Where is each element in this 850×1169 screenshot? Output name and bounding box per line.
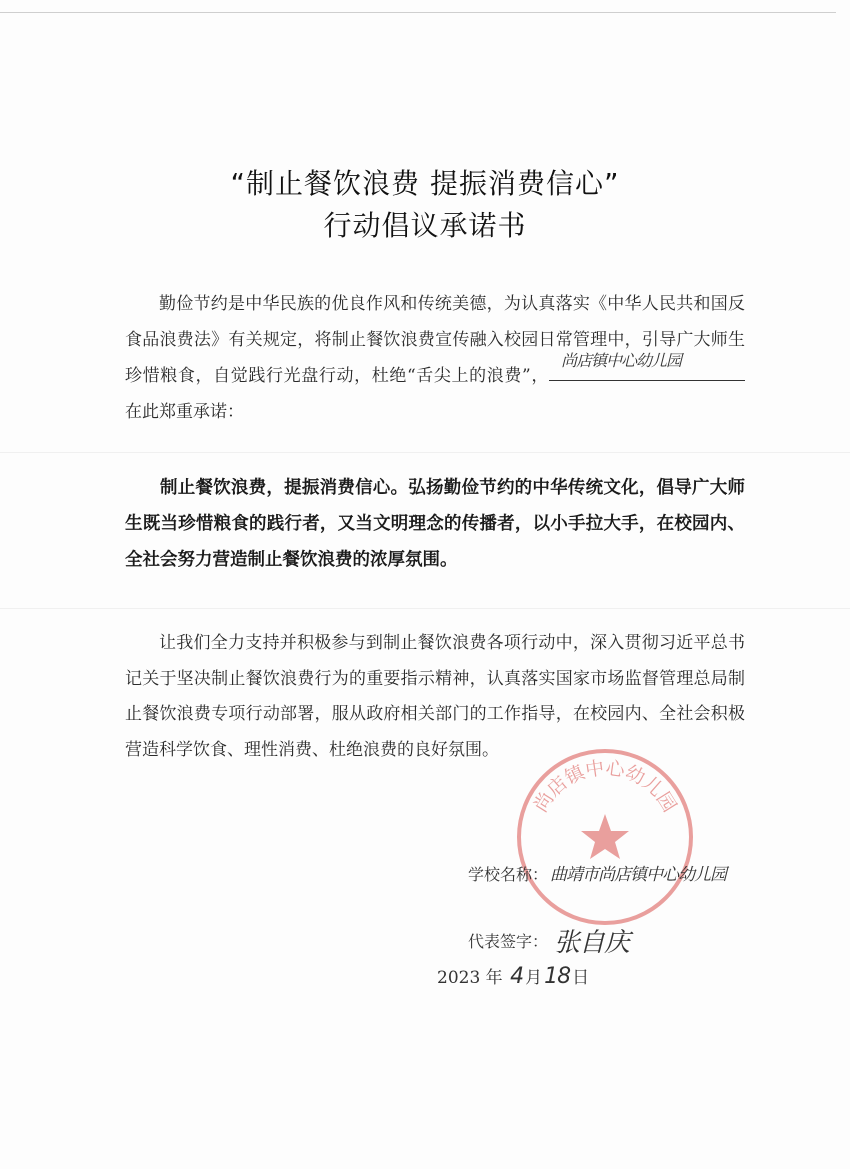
fold-line xyxy=(0,608,850,609)
representative-label: 代表签字： xyxy=(468,932,549,951)
date-day: 18 xyxy=(544,964,571,989)
document-title-line2: 行动倡议承诺书 xyxy=(323,209,527,242)
call-to-action-text: 让我们全力支持并积极参与到制止餐饮浪费各项行动中，深入贯彻习近平总书记关于坚决制止餐饮浪费行为的重要指示精神，认真落实国家市场监督管理总局制止餐饮浪费专项行动部署，服从政府相关部门的工作指导，在校园内、全社会积极营造科学饮食、理性消费、杜绝浪费的良好氛围。 xyxy=(125,633,745,760)
seal-text: 尚店镇中心幼儿园 xyxy=(529,757,681,817)
paragraph-intro xyxy=(125,287,745,430)
fold-line xyxy=(0,452,850,453)
date-month-label: 月 xyxy=(525,968,543,988)
school-name-label: 学校名称： xyxy=(468,865,549,884)
official-seal xyxy=(510,742,700,932)
date-row xyxy=(437,963,589,989)
commitment-text: 制止餐饮浪费，提振消费信心。弘扬勤俭节约的中华传统文化，倡导广大师生既当珍惜粮食的践行者，又当文明理念的传播者，以小手拉大手，在校园内、全社会努力营造制止餐饮浪费的浓厚氛围。 xyxy=(125,478,745,570)
handwritten-school-full-name: 曲靖市尚店镇中心幼儿园 xyxy=(550,865,727,885)
date-day-label: 日 xyxy=(572,968,590,988)
paragraph-commitment xyxy=(125,470,745,578)
intro-text: 勤俭节约是中华民族的优良作风和传统美德，为认真落实《中华人民共和国反食品浪费法》有关规定，将制止餐饮浪费宣传融入校园日常管理中，引导广大师生珍惜粮食，自觉践行光盘行动，杜绝“舌尖上的浪费”， xyxy=(125,294,745,386)
handwritten-school-name: 尚店镇中心幼儿园 xyxy=(561,350,682,370)
document-title-line1: “制止餐饮浪费 提振消费信心” xyxy=(230,167,620,200)
seal-star-icon xyxy=(581,814,629,859)
scan-edge-line xyxy=(0,12,836,13)
date-month: 4 xyxy=(510,964,524,989)
intro-text-end: 在此郑重承诺： xyxy=(125,401,244,422)
handwritten-signature: 张自庆 xyxy=(554,928,630,958)
date-year: 2023 xyxy=(437,968,481,988)
representative-signature-row xyxy=(468,922,629,959)
date-year-label: 年 xyxy=(485,968,503,988)
school-name-row xyxy=(468,860,726,885)
school-name-blank xyxy=(549,350,745,381)
